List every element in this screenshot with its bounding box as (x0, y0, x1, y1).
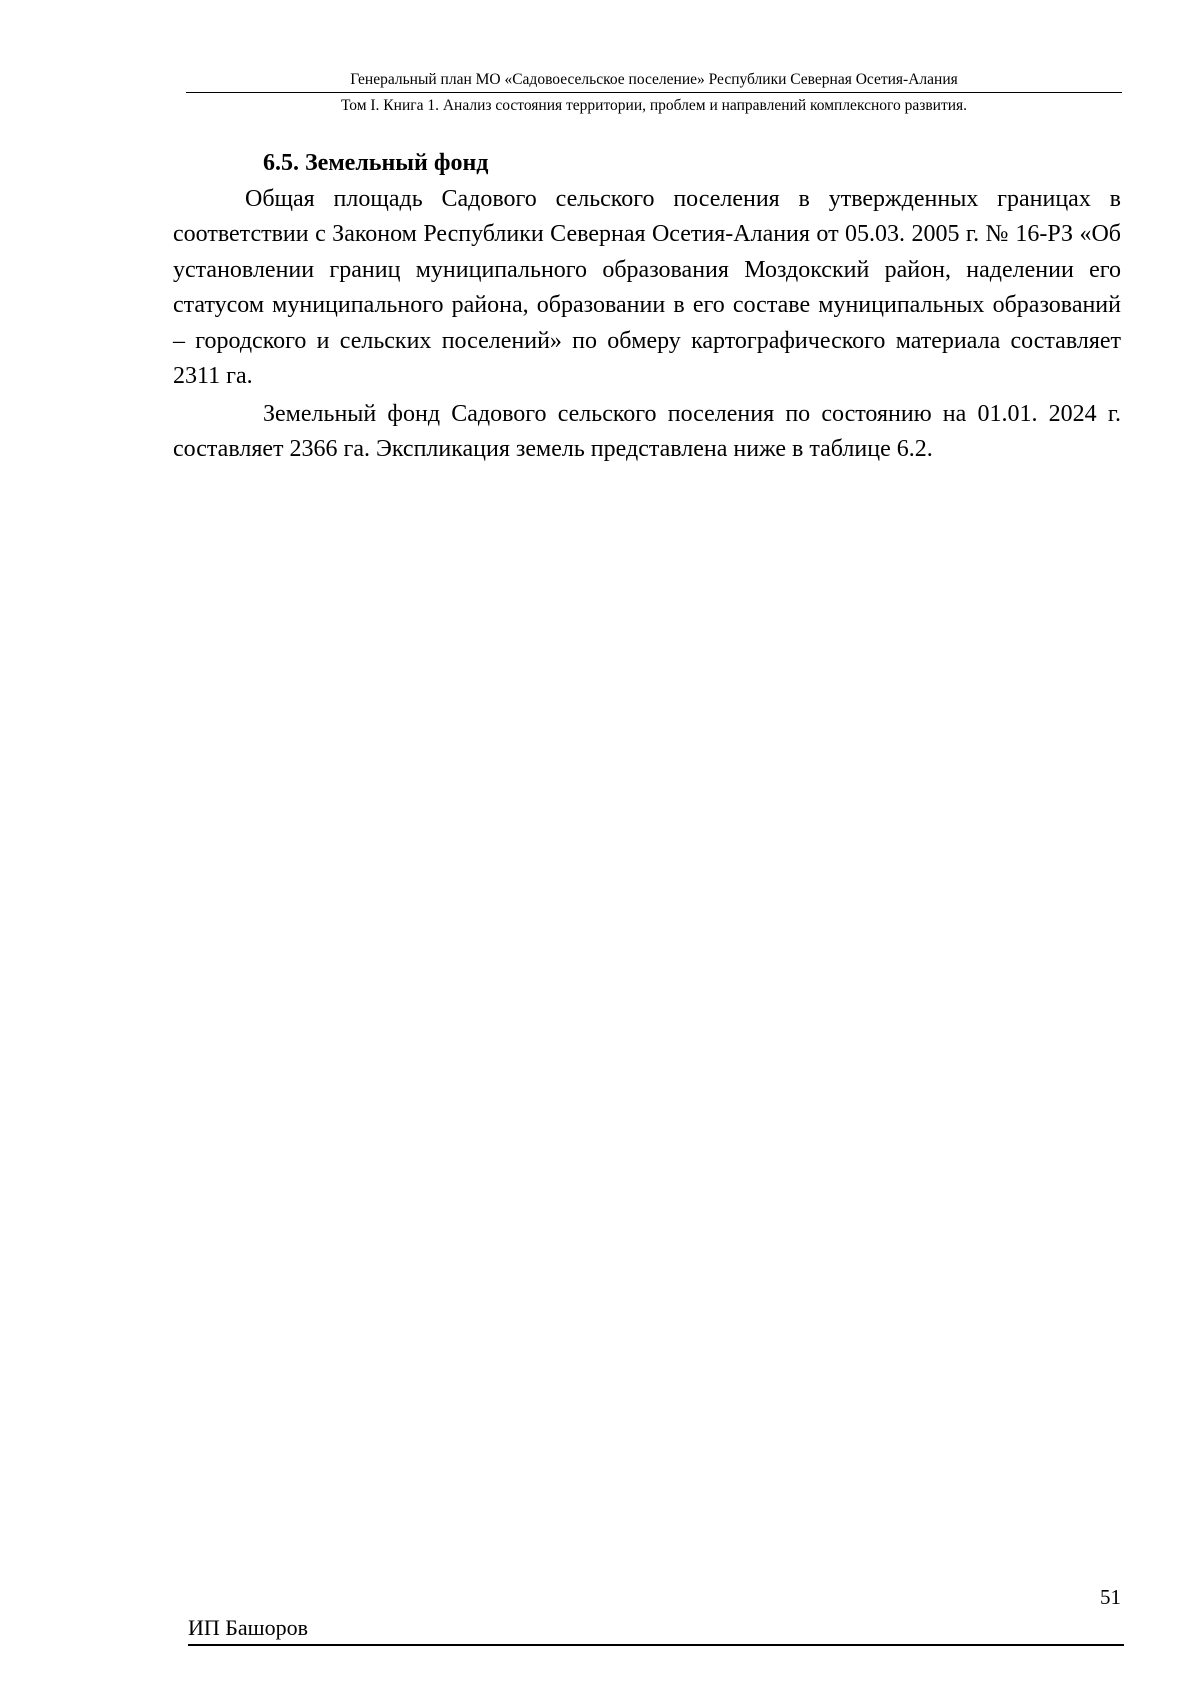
header-volume-title: Том I. Книга 1. Анализ состояния территории, проблем и направлений комплексного развития. (340, 97, 968, 114)
page-body (173, 146, 1121, 468)
header-document-title: Генеральный план МО «Садовоесельское поселение» Республики Северная Осетия-Алания (186, 70, 1122, 93)
paragraph-land-fund: Земельный фонд Садового сельского поселения по состоянию на 01.01. 2024 г. составляет 2366 га. Экспликация земель представлена ниже в таблице 6.2. (173, 400, 1121, 462)
page-number: 51 (1100, 1585, 1121, 1609)
paragraph-total-area: Общая площадь Садового сельского поселения в утвержденных границах в соответствии с Законом Республики Северная Осетия-Алания от 05.03. 2005 г. № 16-РЗ «Об установлении границ муниципального образования Моздокский район, наделении его статусом муниципального района, образовании в его составе муниципальных образований – городского и сельских поселений» по обмеру картографического материала составляет 2311 га. (173, 185, 1121, 389)
footer-author: ИП Башоров (188, 1614, 1124, 1646)
section-title: 6.5. Земельный фонд (263, 150, 489, 176)
running-header (186, 70, 1122, 116)
